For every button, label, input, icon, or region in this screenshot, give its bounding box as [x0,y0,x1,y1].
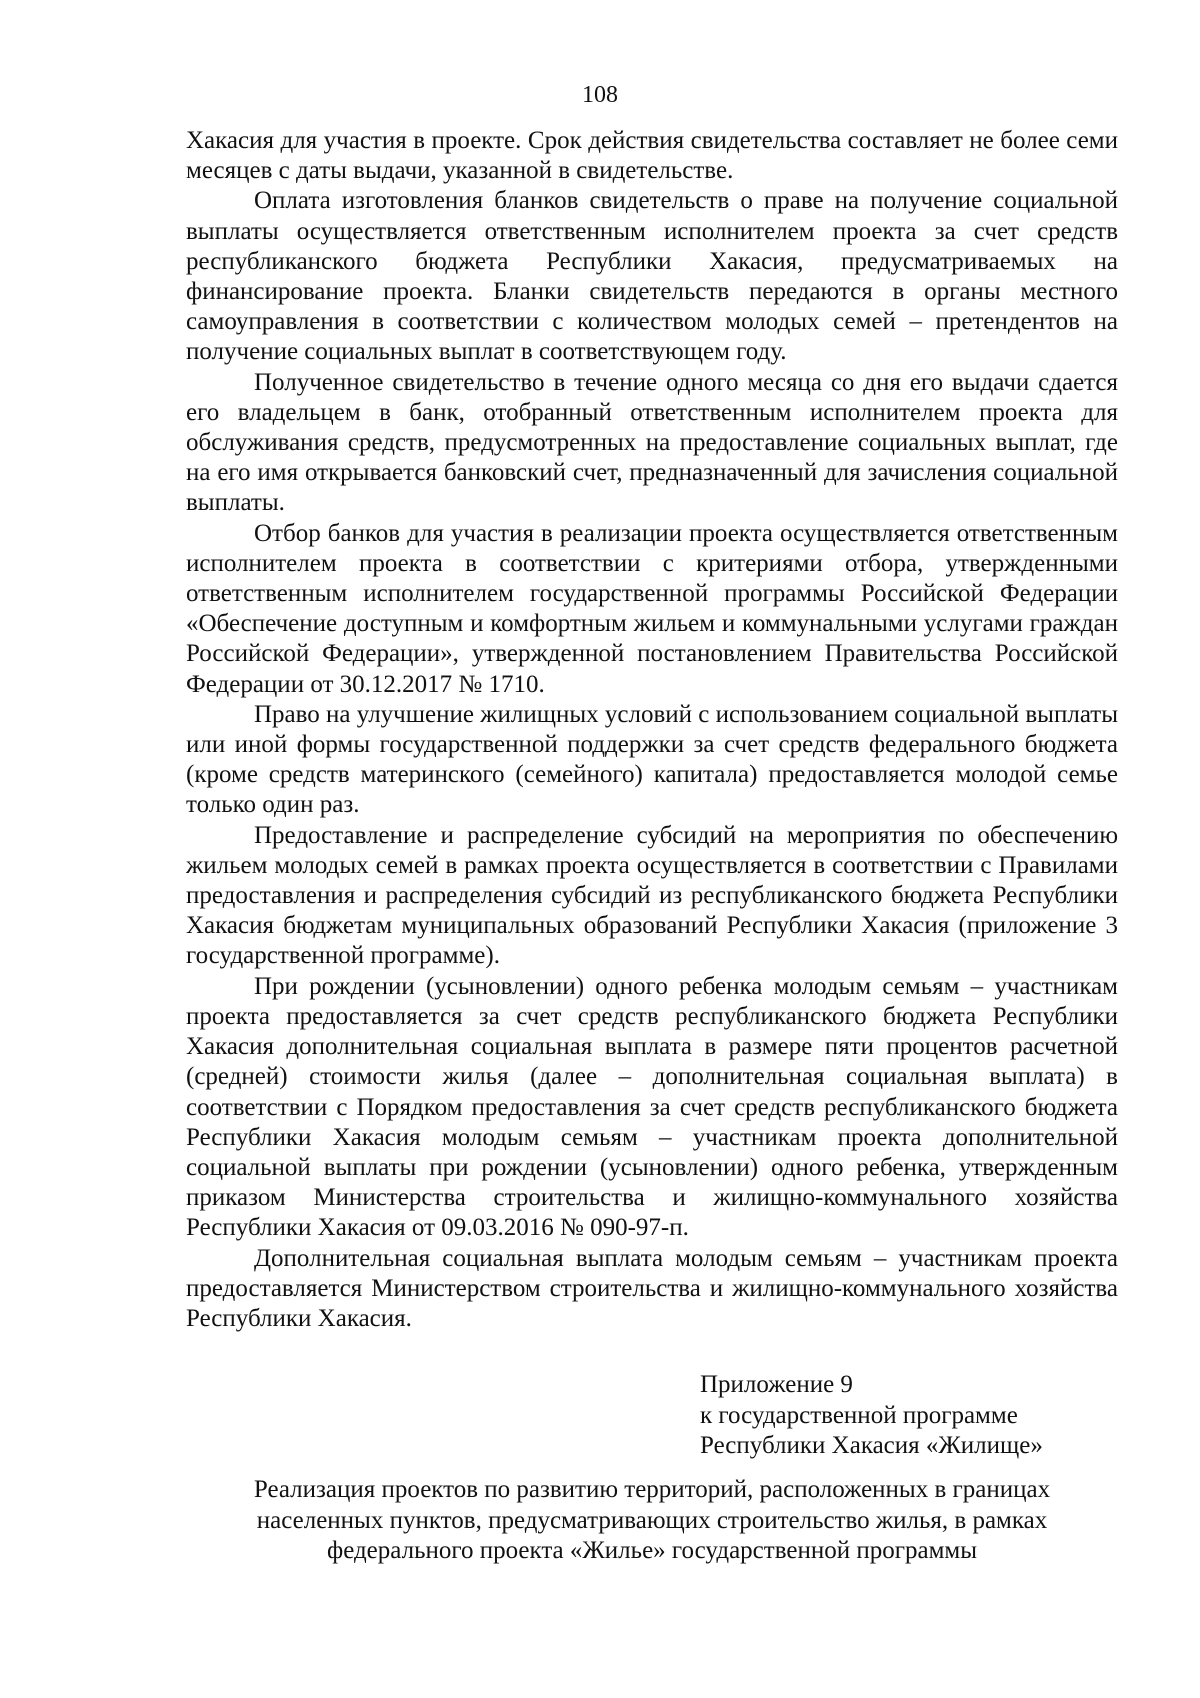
paragraph: Полученное свидетельство в течение одного месяца со дня его выдачи сдается его владельцем в банк, отобранный ответственным исполнителем проекта для обслуживания средств, предусмотренных на предоставление социальных выплат, где на его имя открывается банковский счет, предназначенный для зачисления социальной выплаты. [186,368,1118,517]
paragraph: Оплата изготовления бланков свидетельств о праве на получение социальной выплаты осуществляется ответственным исполнителем проекта за счет средств республиканского бюджета Республики Хакасия, предусматриваемых на финансирование проекта. Бланки свидетельств передаются в органы местного самоуправления в соответствии с количеством молодых семей – претендентов на получение социальных выплат в соответствующем году. [186,187,1118,366]
appendix-line: Приложение 9 [700,1371,853,1398]
section-title [186,1475,1118,1567]
section-title-line: Реализация проектов по развитию территорий, расположенных в границах [253,1476,1051,1503]
paragraph: Предоставление и распределение субсидий на мероприятия по обеспечению жильем молодых семей в рамках проекта осуществляется в соответствии с Правилами предоставления и распределения субсидий из республиканского бюджета Республики Хакасия бюджетам муниципальных образований Республики Хакасия (приложение 3 государственной программе). [186,821,1118,970]
section-title-line: населенных пунктов, предусматривающих строительство жилья, в рамках [256,1506,1048,1534]
page-number: 108 [582,82,618,108]
appendix-line: к государственной программе [700,1401,1018,1429]
appendix-line: Республики Хакасия «Жилище» [700,1432,1043,1459]
section-title-line: федерального проекта «Жилье» государственной программы [327,1537,977,1564]
body-text [186,126,1118,1334]
paragraph: Хакасия для участия в проекте. Срок действия свидетельства составляет не более семи месяцев с даты выдачи, указанной в свидетельстве. [186,127,1118,185]
paragraph: Отбор банков для участия в реализации проекта осуществляется ответственным исполнителем проекта в соответствии с критериями отбора, утвержденными ответственным исполнителем государственной программы Российской Федерации «Обеспечение доступным и комфортным жильем и коммунальными услугами граждан Российской Федерации», утвержденной постановлением Правительства Российской Федерации от 30.12.2017 № 1710. [186,519,1118,698]
paragraph: Дополнительная социальная выплата молодым семьям – участникам проекта предоставляется Министерством строительства и жилищно-коммунального хозяйства Республики Хакасия. [186,1244,1118,1332]
paragraph: Право на улучшение жилищных условий с использованием социальной выплаты или иной формы государственной поддержки за счет средств федерального бюджета (кроме средств материнского (семейного) капитала) предоставляется молодой семье только один раз. [186,700,1118,819]
paragraph: При рождении (усыновлении) одного ребенка молодым семьям – участникам проекта предоставляется за счет средств республиканского бюджета Республики Хакасия дополнительная социальная выплата в размере пяти процентов расчетной (средней) стоимости жилья (далее – дополнительная социальная выплата) в соответствии с Порядком предоставления за счет средств республиканского бюджета Республики Хакасия молодым семьям – участникам проекта дополнительной социальной выплаты при рождении (усыновлении) одного ребенка, утвержденным приказом Министерства строительства и жилищно-коммунального хозяйства Республики Хакасия от 09.03.2016 № 090-97-п. [186,972,1118,1242]
appendix-note [700,1370,1100,1462]
